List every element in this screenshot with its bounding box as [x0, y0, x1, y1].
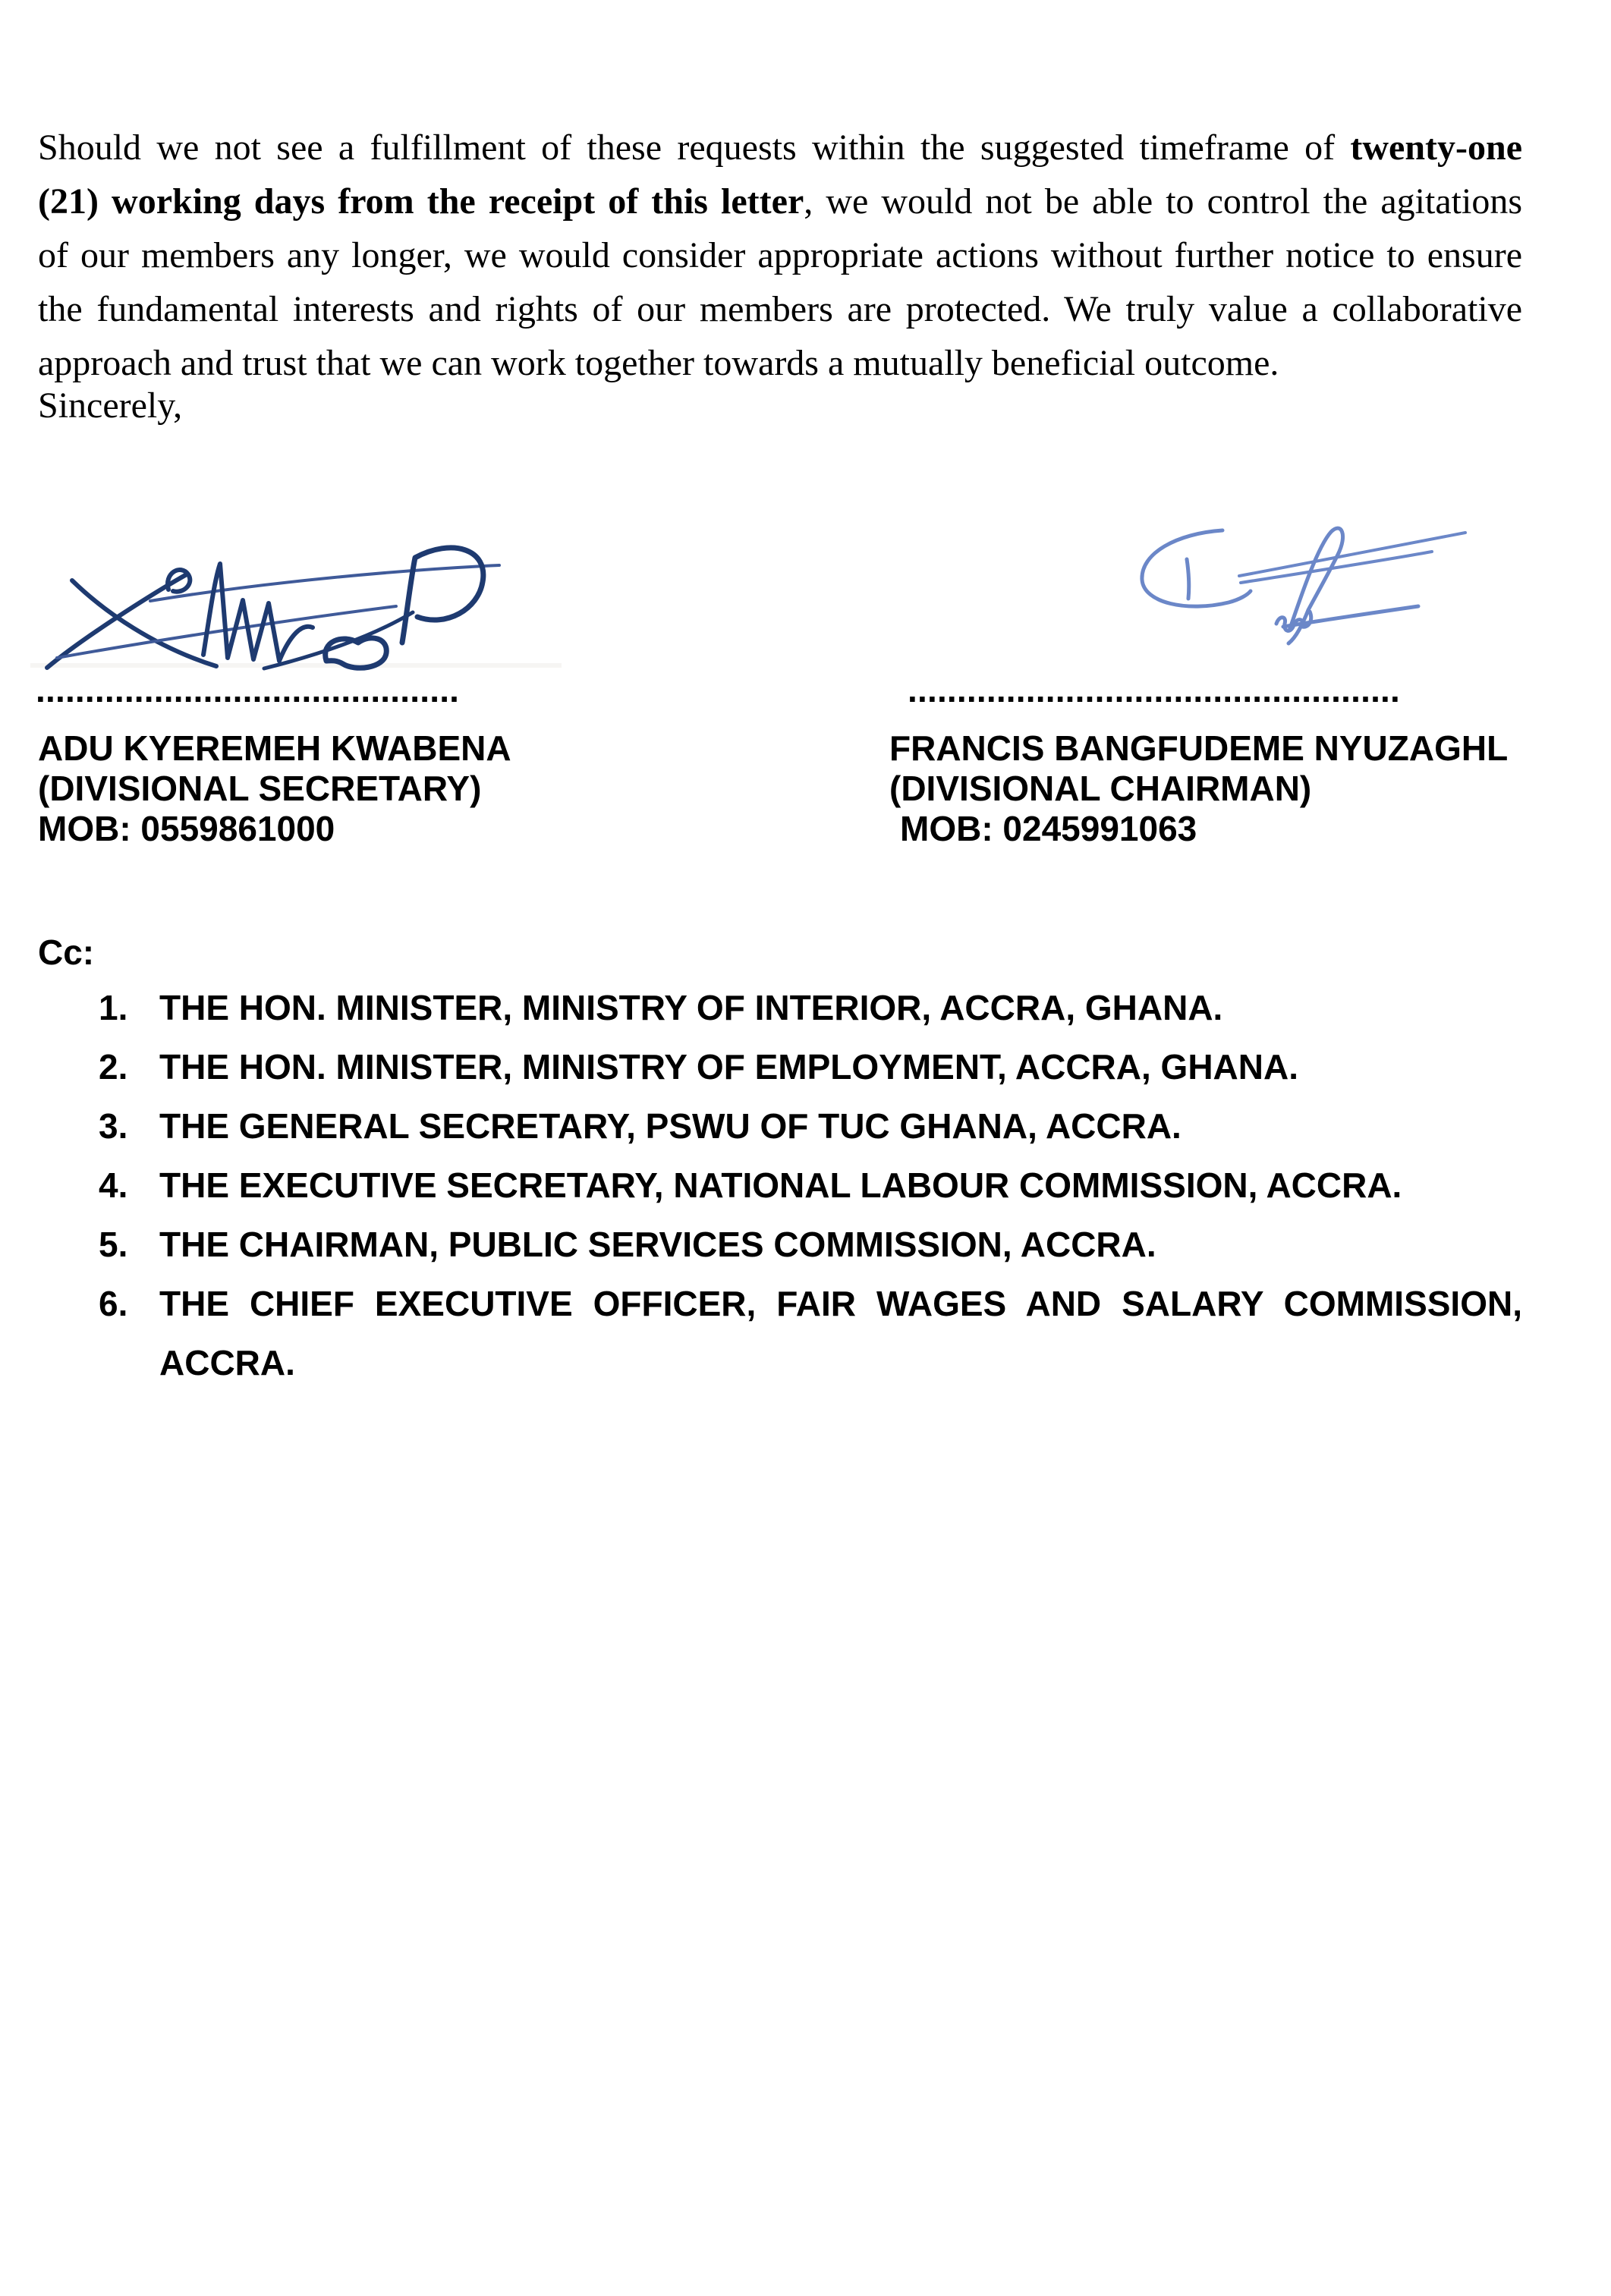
- cc-label: Cc:: [38, 933, 95, 972]
- signatory-block-right: [889, 728, 1508, 849]
- cc-item-text: THE CHAIRMAN, PUBLIC SERVICES COMMISSION, ACCRA.: [159, 1225, 1156, 1264]
- cc-item: [38, 978, 1522, 1037]
- signatory-name: FRANCIS BANGFUDEME NYUZAGHL: [889, 728, 1509, 768]
- paragraph-line: approach and trust that we can work together towards a mutually beneficial outcome.: [38, 343, 1279, 383]
- cc-item-text: THE CHIEF EXECUTIVE OFFICER, FAIR WAGES AND SALARY COMMISSION, ACCRA.: [159, 1284, 1522, 1382]
- paragraph-line: (21) working days from the receipt of this letter, we would not be able to control the agitations: [38, 181, 1522, 222]
- cc-item-number: 5.: [99, 1225, 128, 1264]
- signatory-mobile: MOB: 0245991063: [900, 809, 1197, 848]
- closing-salutation: Sincerely,: [38, 385, 183, 426]
- paragraph-line: of our members any longer, we would consider appropriate actions without further notice to ensure: [38, 235, 1522, 275]
- cc-item: [38, 1037, 1522, 1096]
- paragraph-line: the fundamental interests and rights of our members are protected. We truly value a collaborative: [38, 289, 1522, 329]
- cc-list: [38, 978, 1522, 1392]
- cc-item-number: 6.: [99, 1284, 128, 1323]
- cc-item-text: THE GENERAL SECRETARY, PSWU OF TUC GHANA, ACCRA.: [159, 1106, 1182, 1146]
- cc-item-number: 3.: [99, 1106, 128, 1146]
- signatory-name: ADU KYEREMEH KWABENA: [38, 728, 511, 768]
- cc-item-text: THE HON. MINISTER, MINISTRY OF EMPLOYMENT, ACCRA, GHANA.: [159, 1047, 1298, 1087]
- signature-left-ink: [38, 527, 524, 679]
- signatory-title: (DIVISIONAL SECRETARY): [38, 769, 482, 808]
- signatory-title: (DIVISIONAL CHAIRMAN): [889, 769, 1312, 808]
- cc-item: [38, 1156, 1522, 1215]
- signatory-block-left: [38, 728, 511, 849]
- signature-right-ink: [1134, 520, 1472, 649]
- signature-dotted-line-right: ..................................................: [908, 670, 1401, 709]
- cc-item: [38, 1215, 1522, 1274]
- cc-item-text: THE EXECUTIVE SECRETARY, NATIONAL LABOUR COMMISSION, ACCRA.: [159, 1165, 1402, 1205]
- signature-dotted-line-left: ...........................................: [36, 670, 460, 709]
- cc-item-number: 4.: [99, 1165, 128, 1205]
- cc-item-number: 1.: [99, 988, 128, 1027]
- body-paragraph: [38, 121, 1522, 390]
- cc-item-number: 2.: [99, 1047, 128, 1087]
- cc-item: [38, 1274, 1522, 1392]
- cc-item: [38, 1096, 1522, 1156]
- signatory-mobile: MOB: 0559861000: [38, 809, 335, 848]
- cc-item-text: THE HON. MINISTER, MINISTRY OF INTERIOR, ACCRA, GHANA.: [159, 988, 1223, 1027]
- paragraph-line: Should we not see a fulfillment of these requests within the suggested timeframe of twenty-one: [38, 127, 1522, 168]
